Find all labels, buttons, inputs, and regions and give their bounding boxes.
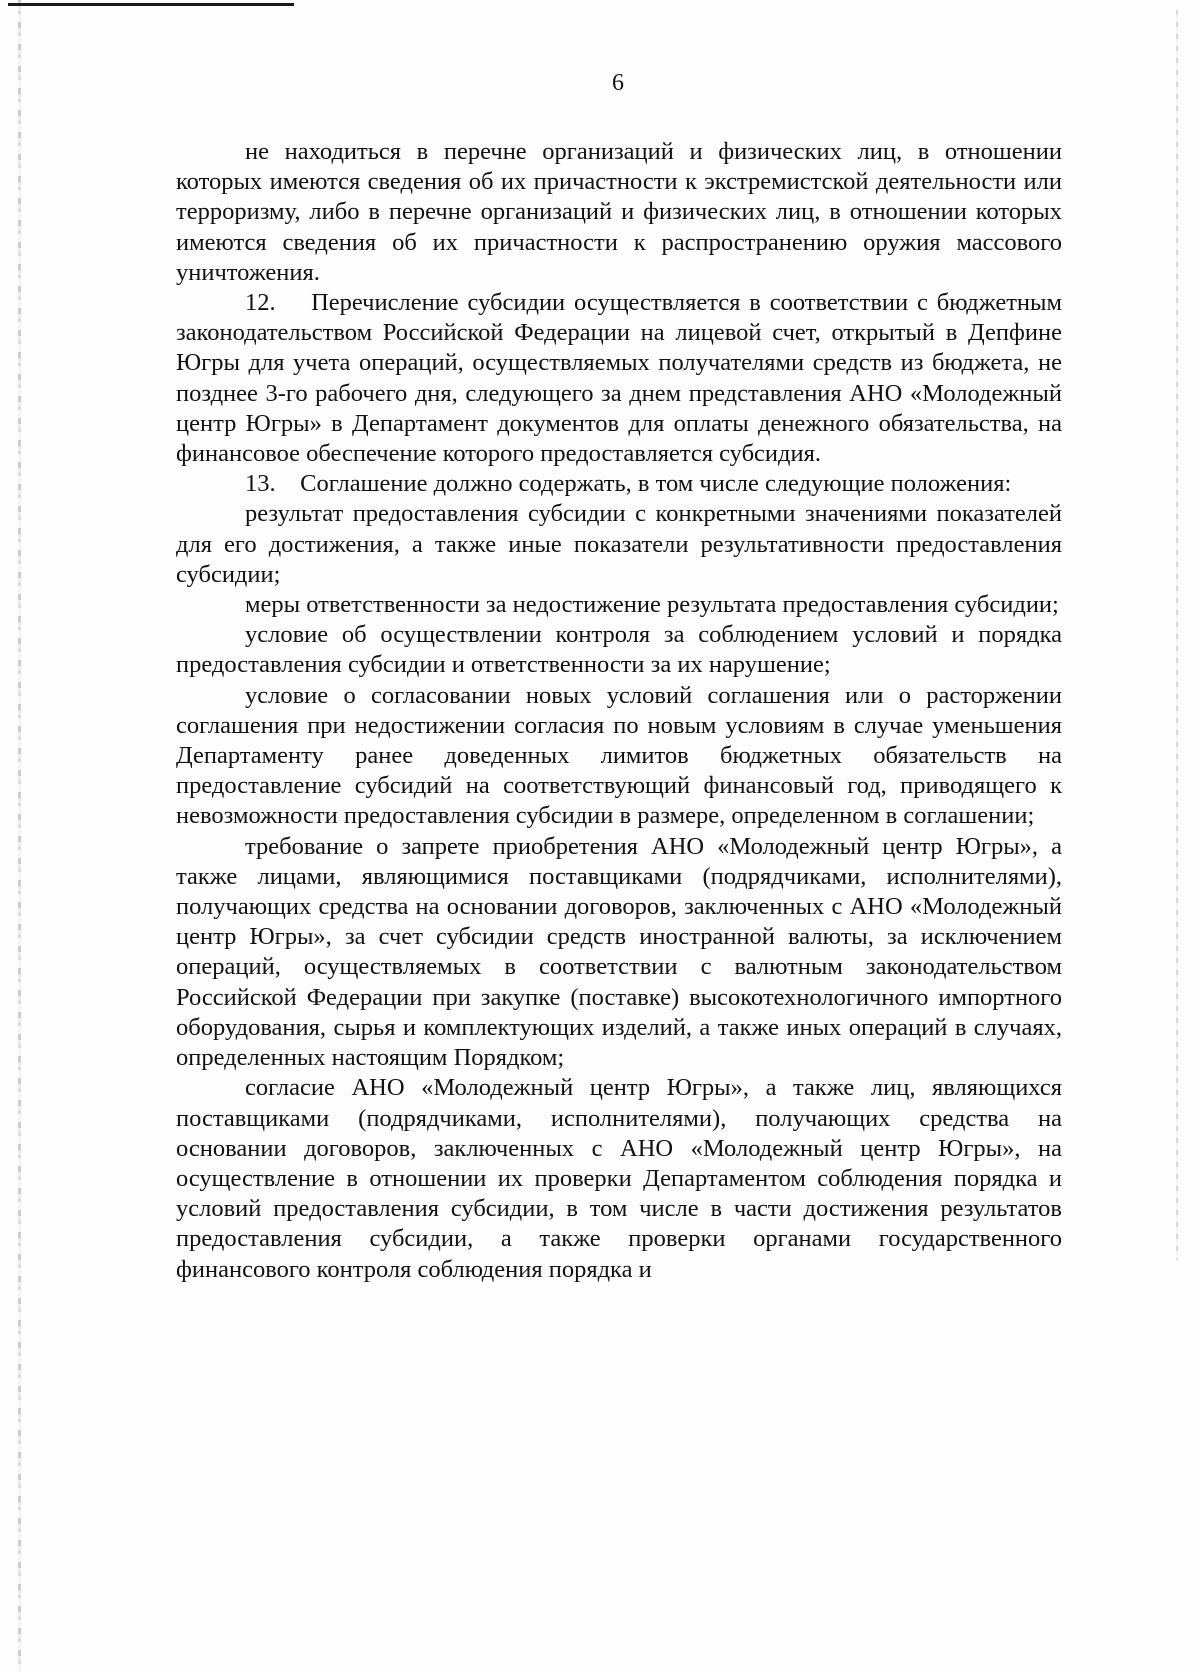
- paragraph-liability-measures: [176, 590, 1062, 620]
- paragraph-new-conditions: [176, 681, 1062, 832]
- paragraph-text: Соглашение должно содержать, в том числе следующие положения:: [300, 470, 1012, 498]
- paragraph-text: требование о запрете приобретения АНО «Молодежный центр Югры», а также лицами, являющимися поставщиками (подрядчиками, исполнителями), получающих средства на основании договоров, заключенных с АНО «Молодежный центр Югры», за счет субсидии средств иностранной валюты, за исключением операций, осуществляемых в соответствии с валютным законодательством Российской Федерации при закупке (поставке) высокотехнологичного импортного оборудования, сырья и комплектующих изделий, а также иных операций в случаях, определенных настоящим Порядком;: [176, 832, 1062, 1072]
- paragraph-text: результат предоставления субсидии с конкретными значениями показателей для его достижения, а также иные показатели результативности предоставления субсидии;: [176, 500, 1062, 588]
- paragraph-text: меры ответственности за недостижение результата предоставления субсидии;: [245, 591, 1059, 619]
- scan-edge-left: [18, 0, 21, 1672]
- paragraph-13-agreement: [176, 469, 1062, 499]
- scan-edge-right: [1176, 10, 1178, 1260]
- paragraph-text: условие о согласовании новых условий соглашения или о расторжении соглашения при недостижении согласия по новым условиям в случае уменьшения Департаменту ранее доведенных лимитов бюджетных обязательств на предоставление субсидий на соответствующий финансовый год, приводящего к невозможности предоставления субсидии в размере, определенном в соглашении;: [176, 681, 1062, 830]
- top-rule-line: [8, 3, 294, 6]
- paragraph-text: условие об осуществлении контроля за соблюдением условий и порядка предоставления субсидии и ответственности за их нарушение;: [176, 621, 1062, 679]
- paragraph-number: 13.: [245, 470, 276, 498]
- paragraph-12-subsidy-transfer: [176, 288, 1062, 469]
- document-body: [176, 137, 1062, 1285]
- paragraph-text: согласие АНО «Молодежный центр Югры», а также лиц, являющихся поставщиками (подрядчиками, исполнителями), получающих средства на основании договоров, заключенных с АНО «Молодежный центр Югры», на осуществление в отношении их проверки Департаментом соблюдения порядка и условий предоставления субсидии, в том числе в части достижения результатов предоставления субсидии, а также проверки органами государственного финансового контроля соблюдения порядка и: [176, 1074, 1062, 1283]
- paragraph-control-condition: [176, 620, 1062, 680]
- paragraph-extremism-list: [176, 137, 1062, 288]
- paragraph-currency-ban: [176, 832, 1062, 1074]
- paragraph-number: 12.: [245, 289, 276, 317]
- page-number: 6: [612, 70, 624, 96]
- paragraph-text: не находиться в перечне организаций и физических лиц, в отношении которых имеются сведения об их причастности к экстремистской деятельности или терроризму, либо в перечне организаций и физических лиц, в отношении которых имеются сведения об их причастности к распространению оружия массового уничтожения.: [176, 138, 1062, 286]
- paragraph-result-indicators: [176, 499, 1062, 590]
- paragraph-text: Перечисление субсидии осуществляется в соответствии с бюджетным законодательством Российской Федерации на лицевой счет, открытый в Депфине Югры для учета операций, осуществляемых получателями средств из бюджета, не позднее 3-го рабочего дня, следующего за днем представления АНО «Молодежный центр Югры» в Департамент документов для оплаты денежного обязательства, на финансовое обеспечение которого предоставляется субсидия.: [176, 289, 1062, 468]
- paragraph-inspection-consent: [176, 1073, 1062, 1284]
